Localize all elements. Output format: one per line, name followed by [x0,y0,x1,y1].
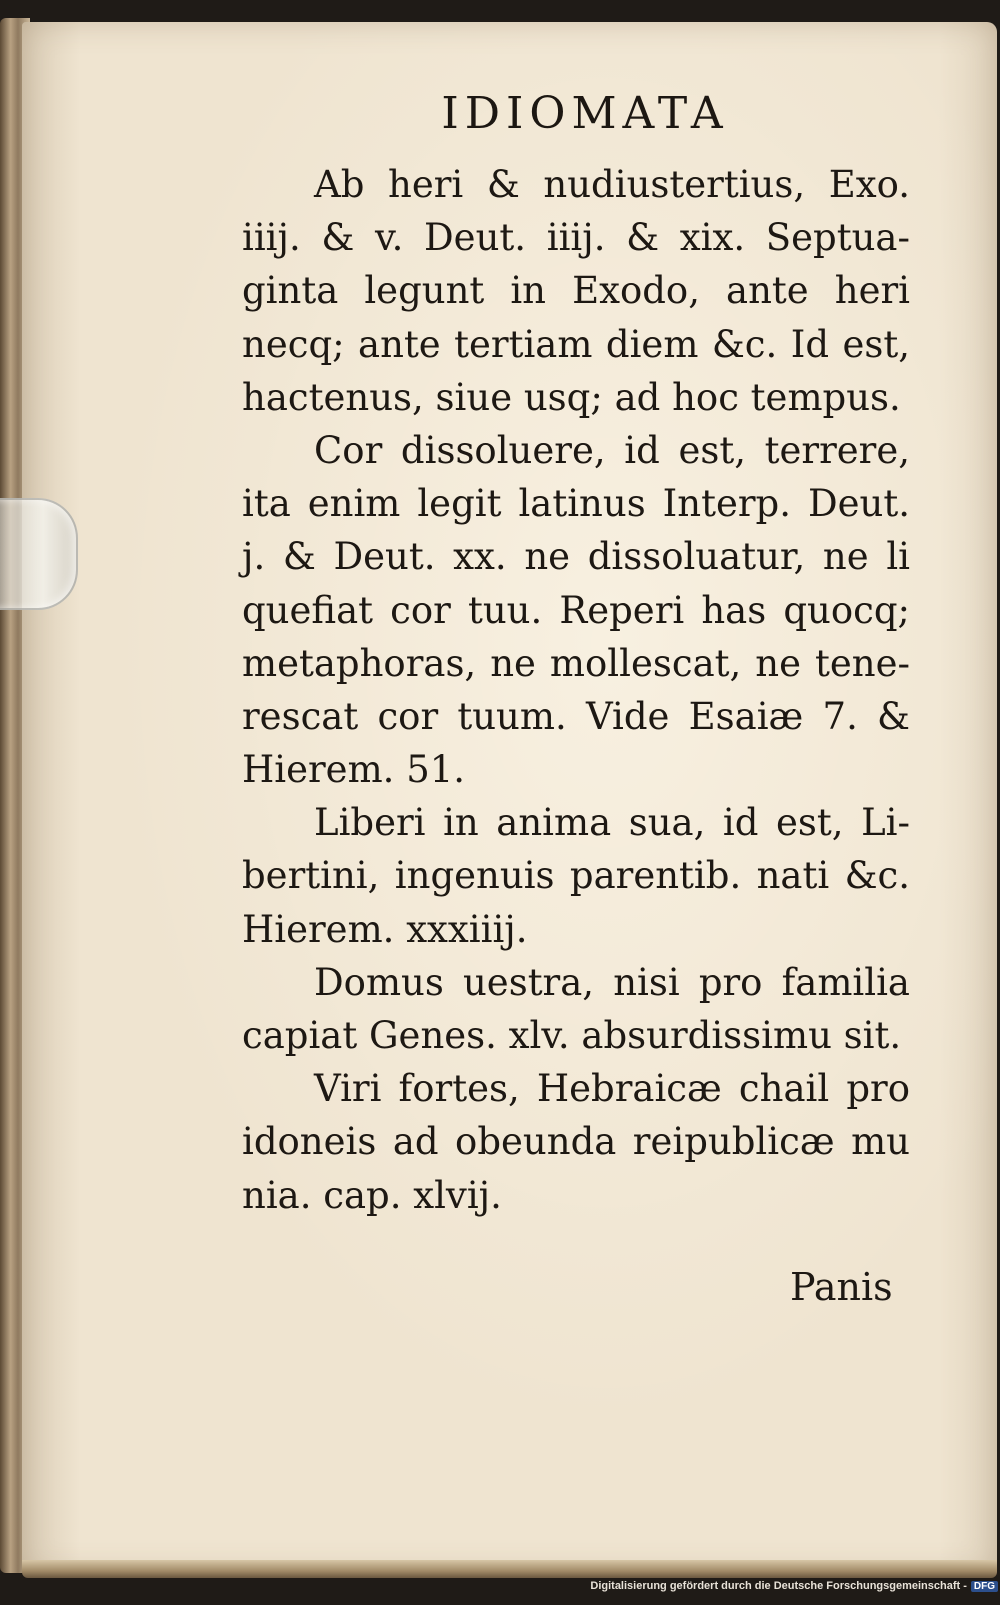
text-line: ginta legunt in Exodo, ante heri [242,269,910,313]
text-line: Viri fortes, Hebraicæ chail pro [314,1067,910,1111]
text-line: Hierem. xxxiiij. [242,907,528,951]
text-line: quefiat cor tuu. Reperi has quocq; [242,588,910,632]
body-text [242,158,910,1222]
text-line: idoneis ad obeunda reipublicæ mu [242,1120,910,1164]
text-line: ita enim legit latinus Interp. Deut. [242,482,910,526]
text-line: capiat Genes. xlv. absurdissimu sit. [242,1014,902,1057]
text-line: nia. cap. xlvij. [242,1173,502,1217]
text-line: rescat cor tuum. Vide Esaiæ 7. & [242,694,910,738]
text-line: bertini, ingenuis parentib. nati &c. [242,854,910,898]
page-bottom-edge [22,1560,997,1578]
credit-text: Digitalisierung gefördert durch die Deutsche Forschungsgemeinschaft - [590,1580,967,1592]
text-line: metaphoras, ne mollescat, ne tene- [242,641,910,685]
dfg-logo: DFG [971,1581,998,1592]
text-line: hactenus, siue usq; ad hoc tempus. [242,375,901,419]
digitization-credit [0,1580,998,1592]
text-line: Hierem. 51. [242,748,466,792]
text-line: Domus uestra, nisi pro familia [314,960,910,1004]
text-line: Cor dissoluere, id est, terrere, [314,428,910,472]
text-line: necq; ante tertiam diem &c. Id est, [242,322,910,366]
text-line: iiij. & v. Deut. iiij. & xix. Septua- [242,216,910,260]
running-head: IDIOMATA [441,88,729,139]
text-line: Liberi in anima sua, id est, Li- [314,801,910,845]
text-line: j. & Deut. xx. ne dissoluatur, ne li [242,535,910,579]
text-line: Ab heri & nudiustertius, Exo. [314,163,910,206]
page-clip [0,498,78,610]
catchword: Panis [790,1265,893,1309]
